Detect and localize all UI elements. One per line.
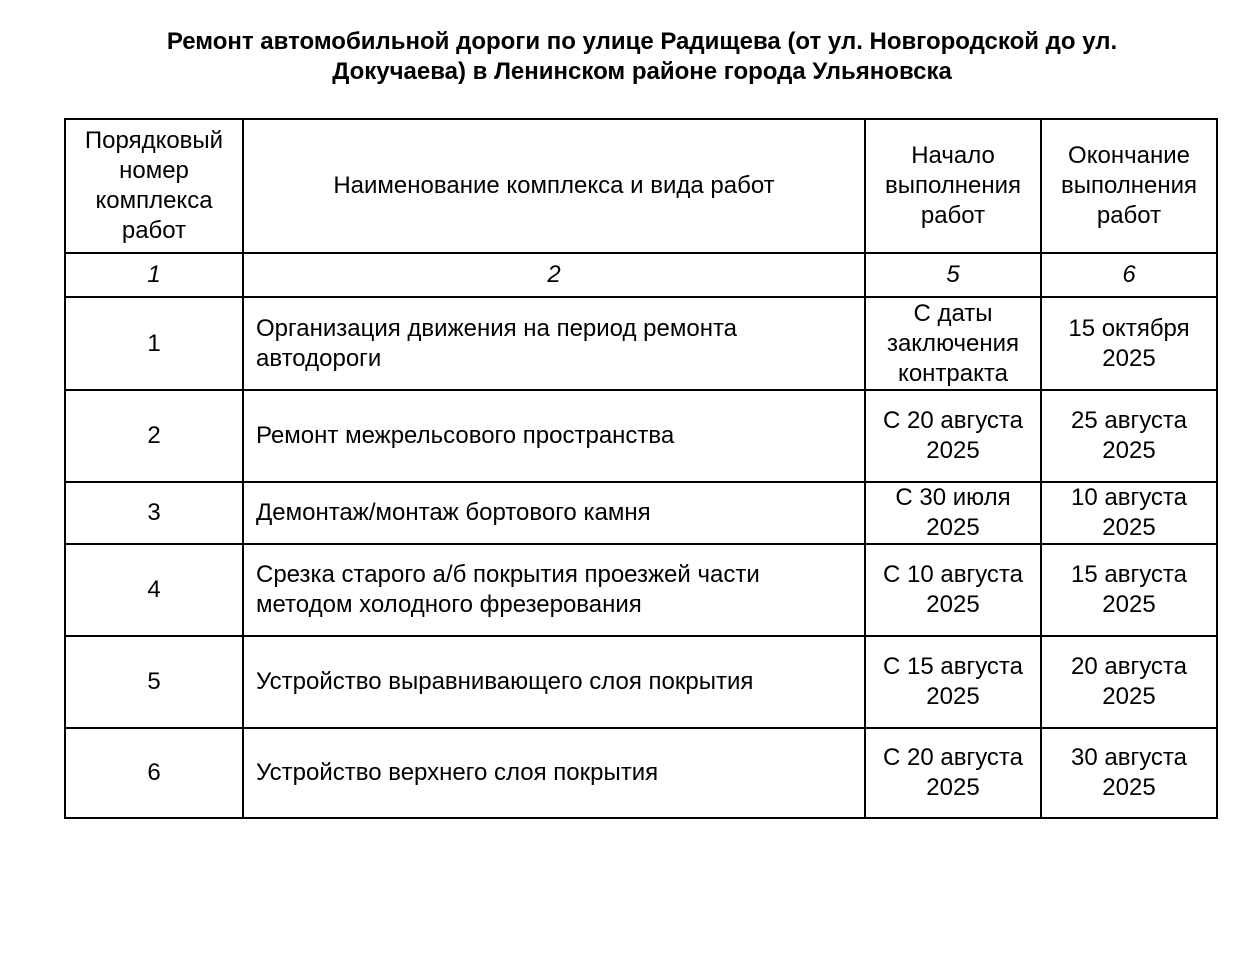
row-start-date: С 10 августа 2025 — [865, 544, 1041, 636]
row-number: 2 — [65, 390, 243, 482]
row-work-name: Срезка старого а/б покрытия проезжей части методом холодного фрезерования — [243, 544, 865, 636]
works-schedule-table — [64, 118, 1218, 819]
row-start-date: С 15 августа 2025 — [865, 636, 1041, 728]
row-start-date: С 20 августа 2025 — [865, 390, 1041, 482]
row-number: 5 — [65, 636, 243, 728]
row-work-name: Организация движения на период ремонта автодороги — [243, 297, 865, 390]
row-end-date: 25 августа 2025 — [1041, 390, 1217, 482]
header-end: Окончание выполнения работ — [1041, 119, 1217, 253]
row-number: 1 — [65, 297, 243, 390]
row-work-name: Устройство выравнивающего слоя покрытия — [243, 636, 865, 728]
header-start: Начало выполнения работ — [865, 119, 1041, 253]
header-name: Наименование комплекса и вида работ — [243, 119, 865, 253]
column-number: 1 — [65, 253, 243, 297]
row-work-name: Ремонт межрельсового пространства — [243, 390, 865, 482]
row-start-date: С 30 июля 2025 — [865, 482, 1041, 544]
page-title — [60, 27, 1224, 87]
column-number-row — [65, 253, 1217, 297]
table-row — [65, 544, 1217, 636]
row-work-name: Устройство верхнего слоя покрытия — [243, 728, 865, 818]
column-number: 5 — [865, 253, 1041, 297]
row-end-date: 15 августа 2025 — [1041, 544, 1217, 636]
table-row — [65, 297, 1217, 390]
table-header-row — [65, 119, 1217, 253]
title-line-2: Докучаева) в Ленинском районе города Ульяновска — [332, 58, 952, 85]
row-end-date: 30 августа 2025 — [1041, 728, 1217, 818]
row-number: 3 — [65, 482, 243, 544]
column-number: 2 — [243, 253, 865, 297]
table-row — [65, 390, 1217, 482]
row-end-date: 15 октября 2025 — [1041, 297, 1217, 390]
row-start-date: С даты заключения контракта — [865, 297, 1041, 390]
row-number: 4 — [65, 544, 243, 636]
header-number: Порядковый номер комплекса работ — [65, 119, 243, 253]
table-row — [65, 728, 1217, 818]
row-end-date: 20 августа 2025 — [1041, 636, 1217, 728]
row-start-date: С 20 августа 2025 — [865, 728, 1041, 818]
table-row — [65, 482, 1217, 544]
table-row — [65, 636, 1217, 728]
row-end-date: 10 августа 2025 — [1041, 482, 1217, 544]
title-line-1: Ремонт автомобильной дороги по улице Радищева (от ул. Новгородской до ул. — [166, 28, 1118, 55]
row-number: 6 — [65, 728, 243, 818]
column-number: 6 — [1041, 253, 1217, 297]
row-work-name: Демонтаж/монтаж бортового камня — [243, 482, 865, 544]
